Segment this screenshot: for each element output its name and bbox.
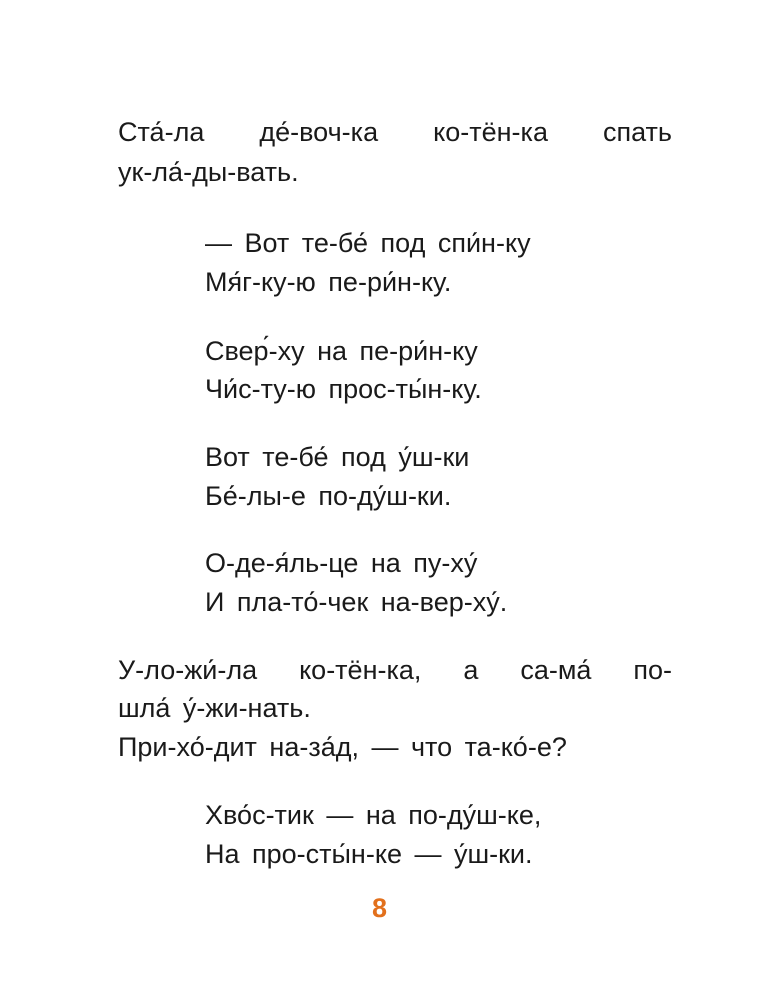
paragraph-1-line-2: ук-ла́-ды-вать. bbox=[118, 157, 299, 187]
paragraph-2-line-3: При-хо́-дит на-за́д, — что та-ко́-е? bbox=[118, 732, 567, 762]
word: а bbox=[463, 655, 479, 685]
paragraph-2-line-1 bbox=[118, 653, 672, 687]
stanza-3-line-1: Вот те-бе́ под у́ш-ки bbox=[205, 442, 470, 472]
word: У-ло-жи́-ла bbox=[118, 655, 258, 685]
stanza-4-line-2: И пла-то́-чек на-вер-ху́. bbox=[205, 587, 508, 617]
stanza-1-line-2: Мя́г-ку-ю пе-ри́н-ку. bbox=[205, 267, 452, 297]
word: ко-тён-ка bbox=[433, 117, 548, 147]
paragraph-2-line-2: шла́ у́-жи-нать. bbox=[118, 693, 311, 723]
stanza-2-line-1: Свер́-ху на пе-ри́н-ку bbox=[205, 336, 478, 366]
stanza-5-line-1: Хво́с-тик — на по-ду́ш-ке, bbox=[205, 800, 542, 830]
word: де́-воч-ка bbox=[259, 117, 379, 147]
stanza-4-line-1: О-де-я́ль-це на пу-ху́ bbox=[205, 548, 478, 578]
word: Ста́-ла bbox=[118, 117, 205, 147]
stanza-3-line-2: Бе́-лы-е по-ду́ш-ки. bbox=[205, 481, 452, 511]
paragraph-1-line-1 bbox=[118, 115, 672, 149]
stanza-2-line-2: Чи́с-ту-ю прос-ты́н-ку. bbox=[205, 374, 482, 404]
word: ко-тён-ка, bbox=[299, 655, 422, 685]
page-number: 8 bbox=[371, 893, 388, 923]
stanza-1-line-1: — Вот те-бе́ под спи́н-ку bbox=[205, 228, 531, 258]
stanza-5-line-2: На про-сты́н-ке — у́ш-ки. bbox=[205, 839, 533, 869]
word: са-ма́ bbox=[520, 655, 592, 685]
word: по- bbox=[633, 655, 672, 685]
word: спать bbox=[603, 117, 672, 147]
